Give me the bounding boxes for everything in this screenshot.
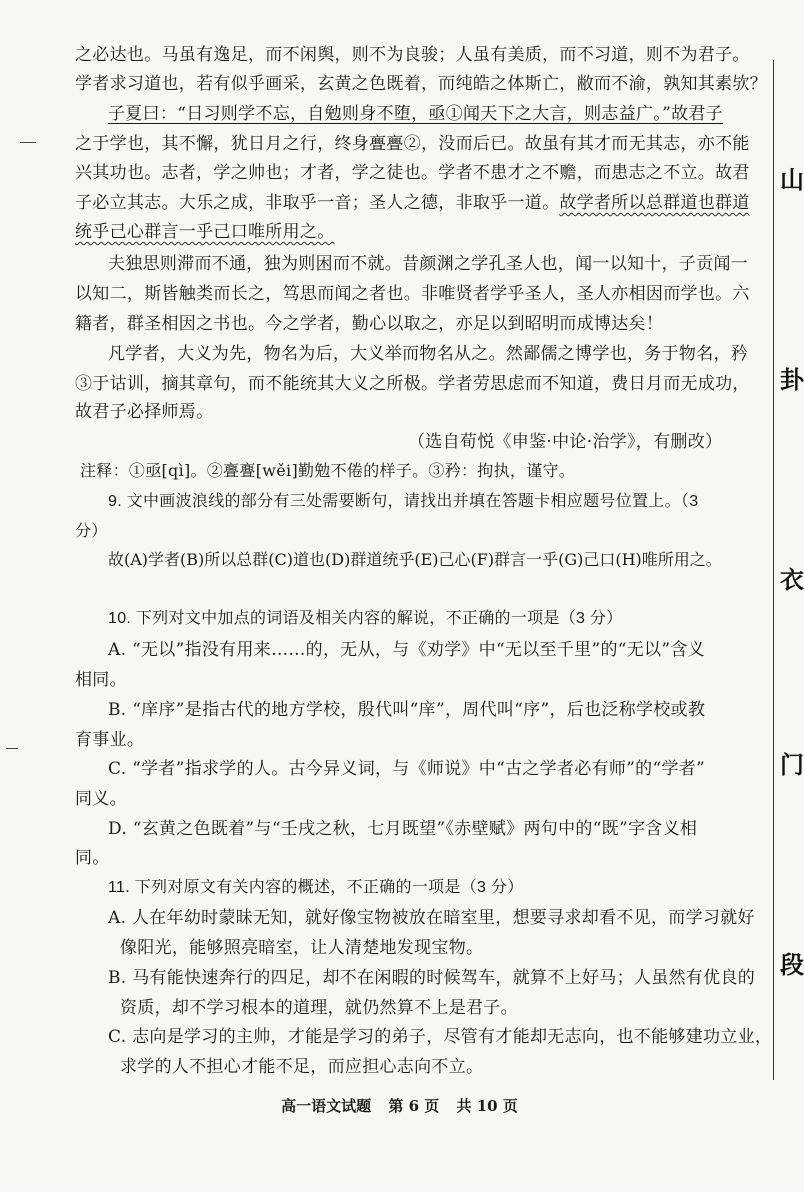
annotation-notes: 注释：①亟[qì]。②亹亹[wěi]勤勉不倦的样子。③矜：拘执，谨守。 (80, 461, 576, 480)
margin-tick (20, 142, 36, 143)
text-line: 籍者，群圣相因之书也。今之学者，勤心以取之，亦足以到昭明而成博达矣！ (75, 314, 664, 334)
option-10b: B. “庠序”是指古代的地方学校，殷代叫“庠”，周代叫“序”，后也泛称学校或教 (108, 700, 706, 720)
binding-mark: 段 (780, 950, 804, 979)
binding-mark: 卦 (780, 365, 804, 394)
option-10a-cont: 相同。 (75, 670, 127, 690)
text-line: 夫独思则滞而不通，独为则困而不就。昔颜渊之学孔圣人也，闻一以知十，子贡闻一 (108, 254, 749, 274)
text-line: ③于诂训，摘其章句，而不能统其大义之所极。学者劳思虑而不知道，费日月而无成功， (75, 374, 750, 394)
text-line: 以知二，斯皆触类而长之，笃思而闻之者也。非唯贤者学乎圣人，圣人亦相因而学也。六 (75, 284, 750, 304)
option-10d-cont: 同。 (75, 848, 110, 868)
option-11b: B. 马有能快速奔行的四足，却不在闲暇的时候驾车，就算不上好马；人虽然有优良的 (108, 968, 755, 988)
question-10: 10. 下列对文中加点的词语及相关内容的解说，不正确的一项是（3 分） (108, 610, 623, 627)
wavy-underline-text: 统乎己心群言一乎己口唯所用之。 (75, 222, 335, 242)
footer-title: 高一语文试题 (281, 1097, 372, 1115)
binding-mark: 门 (780, 750, 804, 779)
text-line (75, 193, 750, 213)
text-line (108, 104, 723, 124)
question-9: 9. 文中画波浪线的部分有三处需要断句，请找出并填在答题卡相应题号位置上。（3 (108, 493, 699, 510)
underlined-quote: 子夏曰：“日习则学不忘，自勉则身不堕，亟①闻天下之大言，则志益广。”故君子 (108, 104, 723, 124)
text-fragment: 子必立其志。大乐之成，非取乎一音；圣人之德，非取乎一道。 (75, 193, 560, 213)
footer-page: 第 6 页 (388, 1097, 440, 1115)
option-10a: A. “无以”指没有用来……的，无从，与《劝学》中“无以至千里”的“无以”含义 (108, 640, 705, 660)
text-line: 兴其功也。志者，学之帅也；才者，学之徒也。学者不患才之不赡，而患志之不立。故君 (75, 163, 750, 183)
option-11a: A. 人在年幼时蒙昧无知，就好像宝物被放在暗室里，想要寻求却看不见，而学习就好 (108, 908, 755, 928)
footer-total: 共 10 页 (456, 1097, 518, 1115)
option-11b-cont: 资质，却不学习根本的道理，就仍然算不上是君子。 (120, 998, 518, 1018)
question-11: 11. 下列对原文有关内容的概述，不正确的一项是（3 分） (108, 879, 524, 896)
binding-line (773, 60, 774, 1080)
binding-mark: 衣 (780, 565, 804, 594)
question-9-options: 故(A)学者(B)所以总群(C)道也(D)群道统乎(E)己心(F)群言一乎(G)己口(H)唯所用之。 (108, 550, 722, 569)
text-line: 学者求习道也，若有似乎画采，玄黄之色既着，而纯皓之体斯亡，敝而不渝，孰知其素欤？ (75, 74, 767, 94)
text-line: 之于学也，其不懈，犹日月之行，终身亹亹②，没而后已。故虽有其才而无其志，亦不能 (75, 134, 750, 154)
source-citation: （选自荀悦《申鉴·中论·治学》，有删改） (408, 432, 723, 452)
option-11a-cont: 像阳光，能够照亮暗室，让人清楚地发现宝物。 (120, 938, 484, 958)
option-10d: D. “玄黄之色既着”与“壬戌之秋，七月既望”《赤壁赋》两句中的“既”字含义相 (108, 819, 698, 839)
text-line (75, 222, 335, 242)
text-line: 凡学者，大义为先，物名为后，大义举而物名从之。然鄙儒之博学也，务于物名，矜 (108, 344, 749, 364)
text-line: 故君子必择师焉。 (75, 402, 214, 422)
margin-tick (6, 748, 18, 749)
question-9-cont: 分） (75, 523, 108, 540)
option-10c-cont: 同义。 (75, 789, 127, 809)
option-11c-cont: 求学的人不担心才能不足，而应担心志向不立。 (120, 1057, 484, 1077)
option-10b-cont: 育事业。 (75, 730, 145, 750)
wavy-underline-text: 故学者所以总群道也群道 (559, 193, 750, 213)
option-10c: C. “学者”指求学的人。古今异义词，与《师说》中“古之学者必有师”的“学者” (108, 759, 706, 779)
text-line: 之必达也。马虽有逸足，而不闲舆，则不为良骏；人虽有美质，而不习道，则不为君子。 (75, 45, 750, 65)
page-footer (0, 1095, 799, 1116)
option-11c: C. 志向是学习的主帅，才能是学习的弟子，尽管有才能却无志向，也不能够建功立业， (108, 1027, 773, 1047)
binding-mark: 山 (780, 165, 804, 194)
